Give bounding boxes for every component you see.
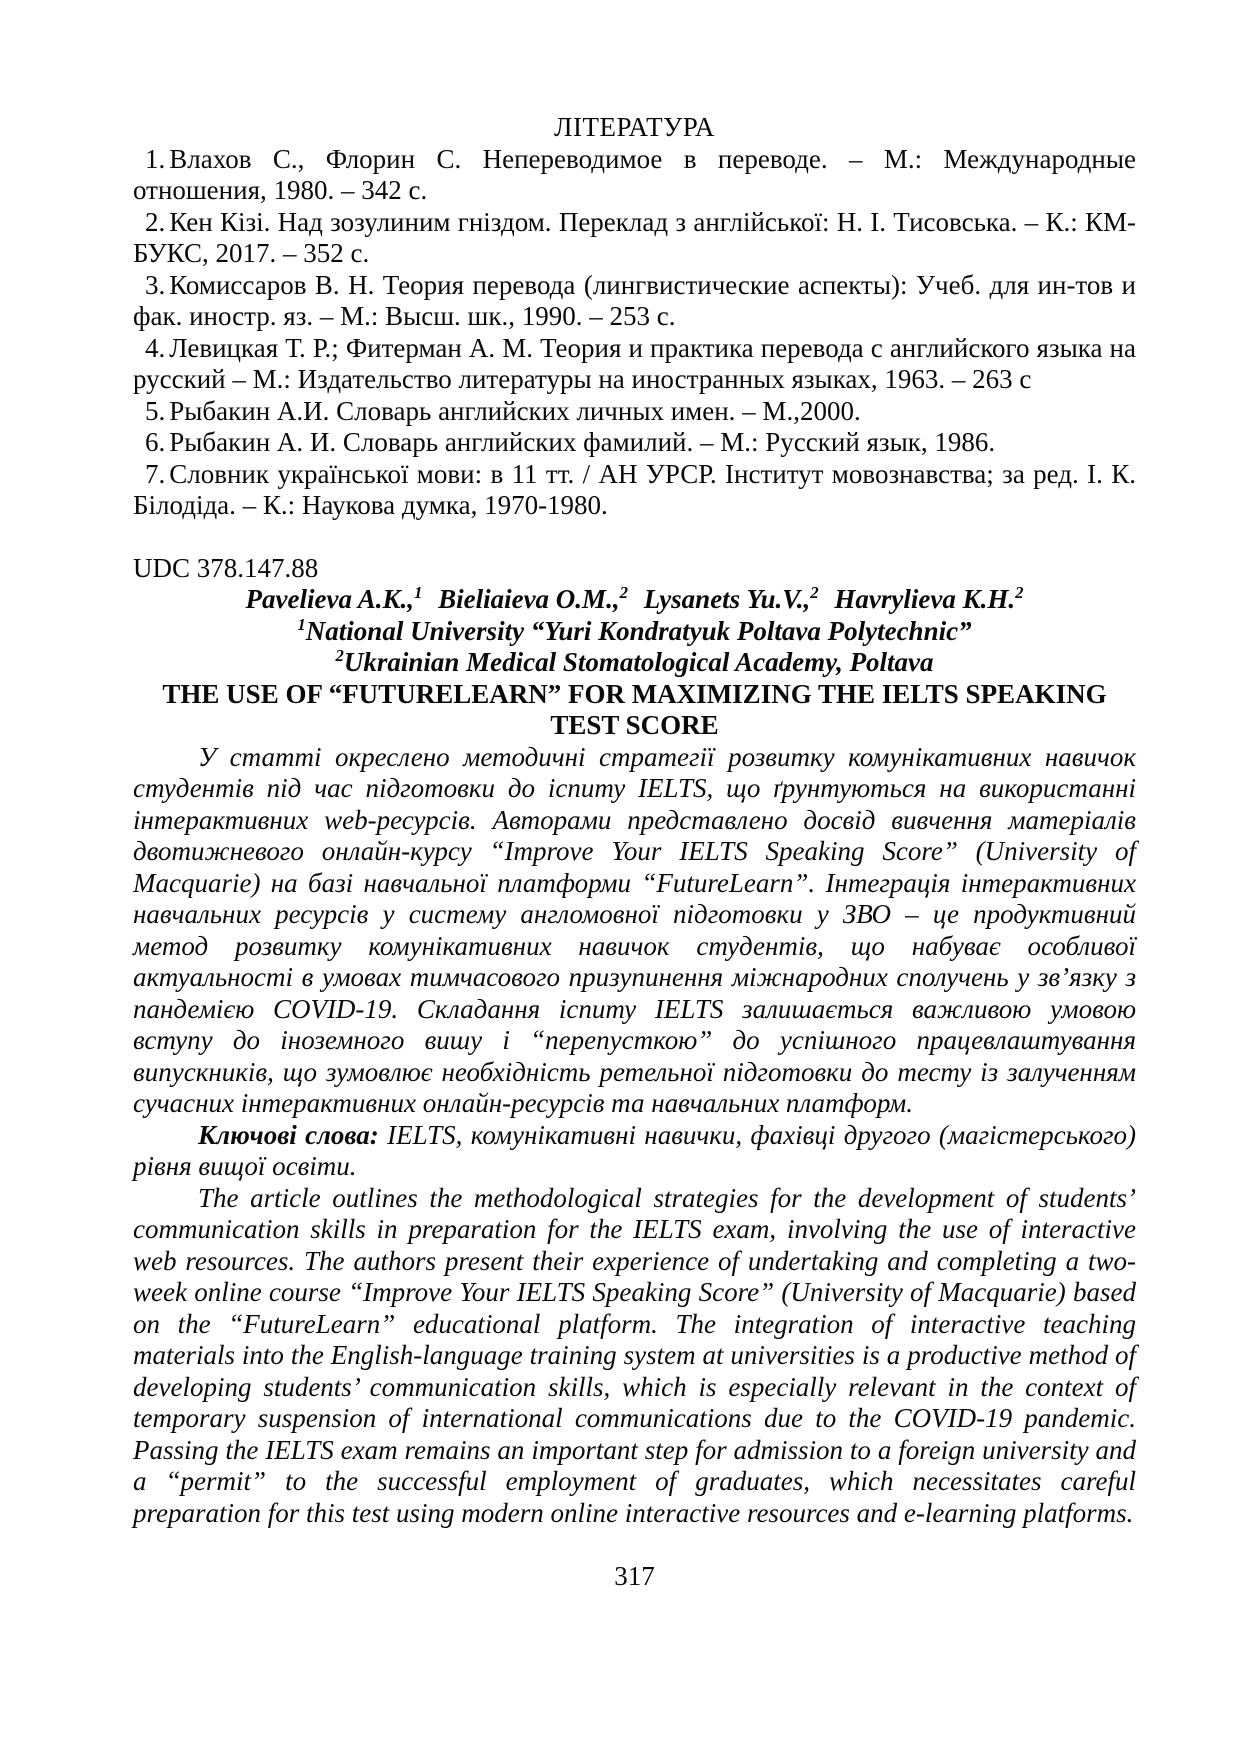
reference-number: 7. <box>145 458 166 489</box>
author-affiliation-marker: 1 <box>413 583 423 602</box>
keywords-line <box>133 1120 1136 1183</box>
abstract-english: The article outlines the methodological strategies for the development of students’ communication skills in preparation for the IELTS exam, involving the use of interactive web resources. The authors present their experience of undertaking and completing a two-week online course “Improve Your IELTS Speaking Score” (University of Macquarie) based on the “FutureLearn” educational platform. The integration of interactive teaching materials into the English-language training system at universities is a productive method of developing students’ communication skills, which is especially relevant in the context of temporary suspension of international communications due to the COVID-19 pandemic. Passing the IELTS exam remains an important step for admission to a foreign university and a “permit” to the successful employment of graduates, which necessitates careful preparation for this test using modern online interactive resources and e-learning platforms. <box>133 1182 1136 1528</box>
author-name: Bieliaieva O.M.,$^2$ <box>438 583 628 614</box>
reference-number: 6. <box>145 427 166 457</box>
authors-line <box>133 584 1136 616</box>
affiliation-marker: 2 <box>335 646 344 665</box>
reference-text: Левицкая Т. Р.; Фитерман А. М. Теория и практика перевода с английского языка на русский – М.: Издательство литературы на иностранных языках, 1963. – 263 с <box>133 332 1136 394</box>
reference-item <box>133 427 1136 459</box>
abstract-ukrainian: У статті окреслено методичні стратегії розвитку комунікативних навичок студентів під час підготовки до іспиту IELTS, що ґрунтуються на використанні інтерактивних web-ресурсів. Авторами представлено досвід вивчення матеріалів двотижневого онлайн-курсу “Improve Your IELTS Speaking Score” (University of Macquarie) на базі навчальної платформи “FutureLearn”. Інтеграція інтерактивних навчальних ресурсів у систему англомовної підготовки у ЗВО – це продуктивний метод розвитку комунікативних навичок студентів, що набуває особливої актуальності в умовах тимчасового призупинення міжнародних сполучень у зв’язку з пандемією COVID-19. Складання іспиту IELTS залишається важливою умовою вступу до іноземного вишу і “перепусткою” до успішного працевлаштування випускників, що зумовлює необхідність ретельної підготовки до тесту із залученням сучасних інтерактивних онлайн-ресурсів та навчальних платформ. <box>133 741 1136 1118</box>
reference-number: 3. <box>145 269 166 300</box>
reference-text: Рыбакин А. И. Словарь английских фамилий. – М.: Русский язык, 1986. <box>169 427 996 457</box>
reference-number: 5. <box>145 395 166 426</box>
author-affiliation-marker: 2 <box>619 583 628 602</box>
reference-item <box>133 333 1136 396</box>
affiliation-marker: 1 <box>297 614 306 634</box>
reference-text: Комиссаров В. Н. Теория перевода (лингвистические аспекты): Учеб. для ин-тов и фак. иностр. яз. – М.: Высш. шк., 1990. – 253 с. <box>133 269 1136 331</box>
page-number: 317 <box>614 1561 655 1591</box>
reference-item <box>133 396 1136 428</box>
keywords-text: IELTS, комунікативні навички, фахівці другого (магістерського) рівня вищої освіти. <box>133 1119 1137 1181</box>
affiliations-block <box>133 616 1136 679</box>
author-affiliation-marker: 2 <box>810 583 819 602</box>
literature-section <box>133 112 1136 522</box>
reference-text: Словник української мови: в 11 тт. / АН УРСР. Інститут мовознавства; за ред. І. К. Білодіда. – К.: Наукова думка, 1970-1980. <box>133 458 1136 520</box>
affiliation-line <box>133 647 1136 679</box>
reference-text: Влахов С., Флорин С. Непереводимое в переводе. – М.: Международные отношения, 1980. – 342 с. <box>133 143 1136 205</box>
affiliation-text: Ukrainian Medical Stomatological Academy, Poltava <box>343 647 934 677</box>
affiliation-text: National University “Yuri Kondratyuk Poltava Polytechnic” <box>305 615 972 646</box>
reference-item <box>133 459 1136 522</box>
reference-number: 1. <box>145 143 166 174</box>
reference-text: Рыбакин А.И. Словарь английских личных имен. – М.,2000. <box>169 395 861 426</box>
author-affiliation-marker: 2 <box>1015 583 1024 602</box>
udc-code: UDC 378.147.88 <box>133 552 319 583</box>
reference-item <box>133 144 1136 207</box>
reference-number: 4. <box>145 332 166 363</box>
affiliation-line <box>133 616 1136 648</box>
reference-text: Кен Кізі. Над зозулиним гніздом. Переклад з англійської: Н. І. Тисовська. – К.: КМ-БУКС, 2017. – 352 с. <box>133 206 1136 268</box>
reference-item <box>133 270 1136 333</box>
reference-item <box>133 207 1136 270</box>
author-name: Lysanets Yu.V.,$^2$ <box>643 583 819 614</box>
author-name: Havrylieva K.H.$^2$ <box>834 583 1024 614</box>
literature-heading: ЛІТЕРАТУРА <box>554 112 715 142</box>
reference-number: 2. <box>145 206 166 237</box>
keywords-label: Ключові слова: <box>198 1119 379 1150</box>
author-name: Pavelieva A.K.,$^1$ <box>245 583 423 614</box>
reference-list <box>133 144 1136 522</box>
article-title: THE USE OF “FUTURELEARN” FOR MAXIMIZING THE IELTS SPEAKING TEST SCORE <box>162 678 1107 740</box>
